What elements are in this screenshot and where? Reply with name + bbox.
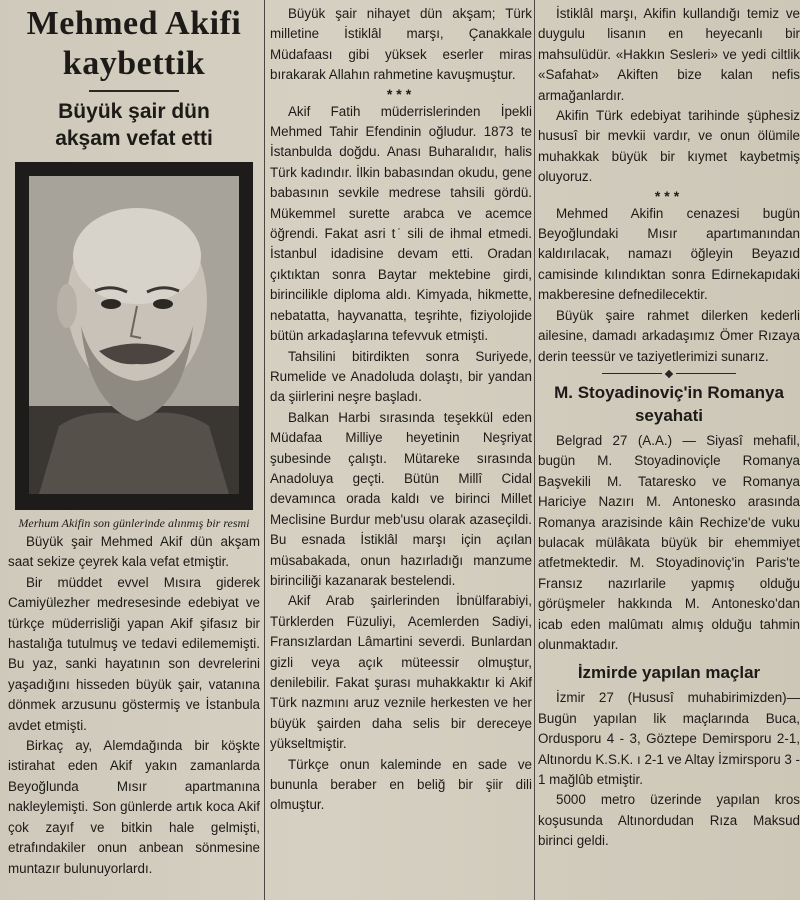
paragraph: Akif Fatih müderrislerinden İpekli Mehmed Tahir Efendinin oğludur. 1873 te İstanbulda doğdu. Anası Buharalıdır, halis Türk kadındır. İlkin babasından okudu, gene babasının sevkile medrese tahsili gördü. Mükemmel surette arabca ve acemce öğrendi. Fakat asri t ̇ sili de ihmal etmedi. İstanbul idadisine devam etti. Oradan çıktıktan sonra Baytar mektebine girdi, birincilikle diploma aldı. Kimyada, hikmette, nebatatta, hayvanatta, teşrihte, fiziyolojide bütün arkadaşlarına tefevvuk etmişti. (270, 103, 532, 344)
headline (8, 4, 260, 84)
column-3 (538, 0, 800, 900)
paragraph: Büyük şaire rahmet dilerken kederli ailesine, damadı arkadaşımız Ömer Rızaya derin teessür ve taziyetlerimizi sunarız. (538, 307, 800, 364)
paragraph: Bir müddet evvel Mısıra giderek Camiyülezher medresesinde edebiyat ve türkçe müderrisliği yapan Akif şifasız bir hastalığa tutulmuş ve tedavi edilememişti. Bu yaz, sanki hayatının son devrelerini yaşadığını hisseden büyük şair, vatanına dönmek arzusunu göstermiş ve İstanbula avdet etmişti. (8, 574, 260, 733)
paragraph: 5000 metro üzerinde yapılan kros koşusunda Altınordudan Rıza Maksud birinci geldi. (538, 792, 800, 849)
portrait-illustration (29, 176, 239, 494)
portrait-photo (29, 176, 239, 494)
section-subheadline: seyahati (634, 405, 704, 425)
paragraph: Birkaç ay, Alemdağında bir köşkte istirahat eden Akif yakın zamanlarda Beyoğlunda Mısır apartmanına nakleylemişti. Son günlerde artık koca Akif çok zayıf ve bitkin hale gelmişti, etrafındakiler onun anbean sönmesine muntazır bulunuyorlardı. (8, 738, 260, 876)
section-headline: İzmirde yapılan maçlar (577, 663, 761, 683)
subheadline (8, 98, 260, 152)
headline-line: kaybettik (62, 45, 206, 82)
subheadline-line: akşam vefat etti (55, 127, 213, 150)
paragraph: Tahsilini bitirdikten sonra Suriyede, Rumelide ve Anadoluda dolaştı, bir yandan da şiirlerini neşre başladı. (270, 348, 532, 405)
column-2 (270, 0, 532, 900)
photo-caption: Merhum Akifin son günlerinde alınmış bir resmi (18, 516, 250, 530)
paragraph: İzmir 27 (Hususî muhabirimizden)— Bugün yapılan lik maçlarında Buca, Ordusporu 4 - 3, Göztepe Demirsporu 2-1, Altınordu K.S.K. ı 2-1 ve Altay İzmirsporu 3 - 1 mağlûb etmiştir. (538, 690, 800, 787)
column-rule (534, 0, 535, 900)
section-headline: M. Stoyadinoviç'in Romanya (554, 382, 784, 402)
article-body-col2 (270, 4, 532, 816)
column-rule (264, 0, 265, 900)
section-ornament (538, 371, 800, 377)
paragraph: Büyük şair Mehmed Akif dün akşam saat sekize çeyrek kala vefat etmiştir. (8, 534, 260, 570)
article-body-stoyadinovic (538, 431, 800, 655)
paragraph: Akif Arab şairlerinden İbnülfarabiyi, Türklerden Füzuliyi, Acemlerden Sadiyi, Fransızlardan Lâmartini severdi. Bunlardan gizli veya açık müteessir olmuştur, denilebilir. Fakat şurası muhakkaktır ki Akif Türk nazmını aruz veznile herkesten ve her büyük şairden daha selis bir dereceye yükseltmiştir. (270, 593, 532, 752)
article-body-col1 (8, 532, 260, 879)
paragraph: Mehmed Akifin cenazesi bugün Beyoğlundaki Mısır apartımanından kaldırılacak, namazı öğleyin Beyazıd camisinde kılındıktan sonra Edirnekapıdaki makberesine defnedilecektir. (538, 205, 800, 303)
paragraph: Belgrad 27 (A.A.) — Siyasî mehafil, bugün M. Stoyadinoviçle Romanya Başvekili M. Tataresko ve Romanya Hariciye Nazırı M. Antonesko arasında Romanya arazisinde kâin Rechize'de vuku bulacak mülâkata büyük bir ehemmiyet atfetmektedir. M. Stoyadinoviç'in Paris'te Fransız nazırlarile yapmış olduğu görüşmeler hakkında M. Antonesko'dan icab eden malûmatı almış olduğu tahmin olunmaktadır. (538, 432, 800, 652)
section-stars: *** (654, 187, 684, 204)
portrait-photo-frame (15, 162, 253, 510)
section-stars: *** (386, 85, 416, 102)
headline-divider (89, 90, 179, 92)
column-1 (8, 0, 260, 900)
paragraph: Türkçe onun kaleminde en sade ve bununla beraber en beliğ bir şiir dili olmuştur. (270, 756, 532, 813)
paragraph: Balkan Harbi sırasında teşekkül eden Müdafaa Milliye heyetinin Neşriyat şubesinde çalıştı. Mütareke sırasında Anadoluya geçti. Bütün Millî Cidal devamınca orada kaldı ve birinci Millet Meclisine Burdur meb'usu olarak azaseçildi. Bu esnada İstiklâl marşı için açılan müsabakada, onun hazırladığı manzume birinciliği kazanarak bestelendi. (270, 409, 532, 588)
paragraph: Akifin Türk edebiyat tarihinde şüphesiz hususî bir mevkii vardır, ve onun ölümile muhakkak büyük bir kıymet kaybetmiş oluyoruz. (538, 108, 800, 185)
paragraph: Büyük şair nihayet dün akşam; Türk milletine İstiklâl marşı, Çanakkale Müdafaası gibi yüksek eserler miras bırakarak Allahın rahmetine kavuşmuştur. (270, 6, 532, 83)
article-body-izmir (538, 688, 800, 851)
paragraph: İstiklâl marşı, Akifin kullandığı temiz ve duygulu lisanın en heyecanlı bir mahsulüdür. «Hakkın Sesleri» ve yedi ciltlik «Safahat» Akiften bize kalan nefis armağanlardır. (538, 6, 800, 103)
headline-line: Mehmed Akifi (26, 5, 242, 42)
subheadline-line: Büyük şair dün (58, 100, 210, 123)
article-body-col3 (538, 4, 800, 367)
